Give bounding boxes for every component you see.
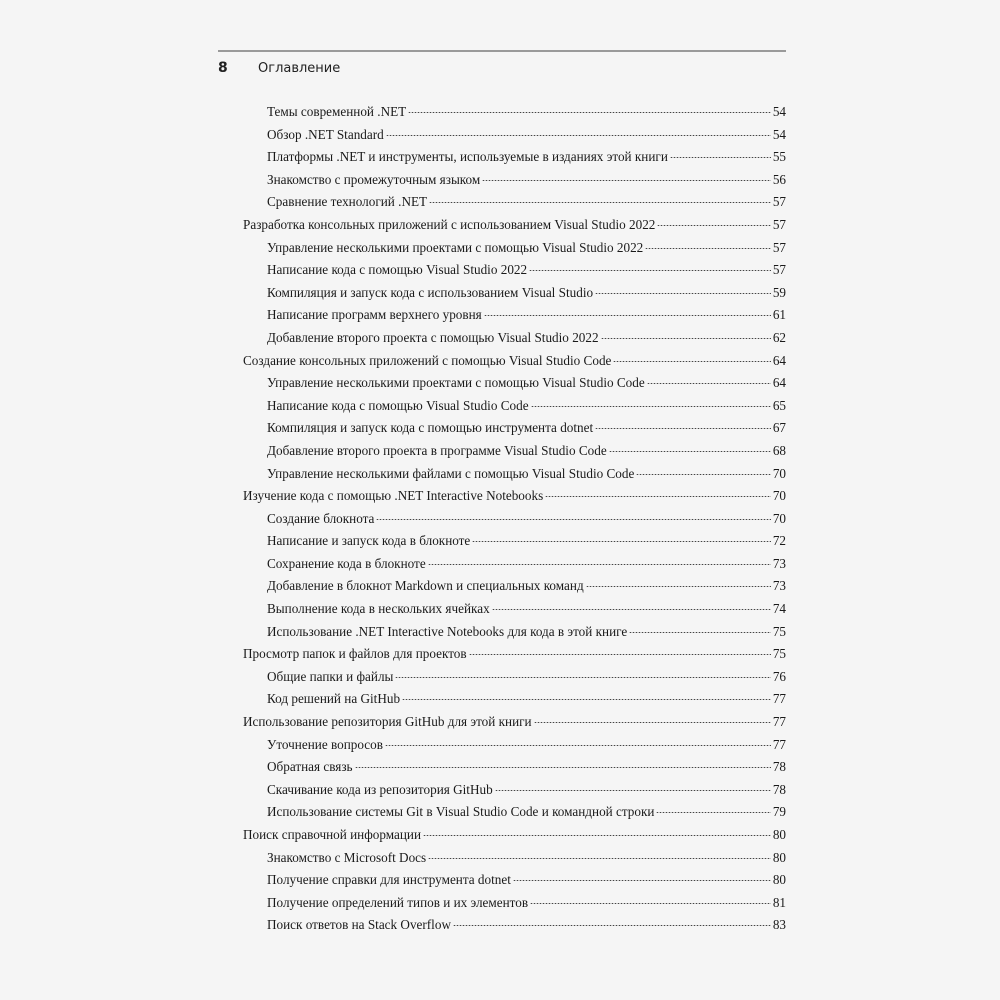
toc-entry-page: 70 — [772, 510, 786, 526]
toc-entry-page: 64 — [772, 352, 786, 368]
dot-leader — [613, 361, 770, 362]
toc-subsection-entry — [243, 734, 786, 757]
dot-leader — [645, 248, 771, 249]
toc-subsection-entry — [243, 327, 786, 350]
dot-leader — [482, 180, 771, 181]
dot-leader — [601, 338, 771, 339]
toc-entry-title: Поиск справочной информации — [243, 827, 422, 842]
toc-entry-title: Разработка консольных приложений с использованием Visual Studio 2022 — [243, 216, 656, 232]
dot-leader — [484, 315, 771, 316]
toc-entry-page: 57 — [772, 194, 786, 210]
toc-subsection-entry — [243, 304, 786, 327]
toc-entry-title: Добавление второго проекта с помощью Visual Studio 2022 — [267, 329, 599, 345]
toc-entry-page: 76 — [772, 668, 786, 684]
toc-entry-title: Получение справки для инструмента dotnet — [267, 872, 511, 888]
dot-leader — [531, 406, 771, 407]
toc-subsection-entry — [243, 598, 786, 621]
toc-entry-title: Использование системы Git в Visual Studio Code и командной строки — [267, 804, 655, 820]
toc-entry-title: Компиляция и запуск кода с использованием Visual Studio — [267, 284, 594, 300]
toc-entry-title: Использование .NET Interactive Notebooks для кода в этой книге — [267, 623, 628, 639]
toc-subsection-entry — [243, 508, 786, 531]
toc-subsection-entry — [243, 553, 786, 576]
toc-subsection-entry — [243, 575, 786, 598]
toc-subsection-entry — [243, 124, 786, 147]
dot-leader — [402, 699, 771, 700]
toc-subsection-entry — [243, 801, 786, 824]
dot-leader — [513, 880, 771, 881]
dot-leader — [423, 835, 771, 836]
toc-entry-title: Написание кода с помощью Visual Studio 2022 — [267, 262, 528, 278]
toc-subsection-entry — [243, 282, 786, 305]
toc-entry-page: 70 — [772, 465, 786, 481]
toc-entry-title: Написание программ верхнего уровня — [267, 307, 482, 323]
toc-subsection-entry — [243, 417, 786, 440]
dot-leader — [670, 157, 771, 158]
dot-leader — [453, 925, 771, 926]
dot-leader — [545, 496, 771, 497]
toc-subsection-entry — [243, 688, 786, 711]
toc-entry-title: Знакомство с Microsoft Docs — [267, 849, 427, 865]
toc-entry-title: Управление несколькими проектами с помощью Visual Studio Code — [267, 375, 645, 391]
dot-leader — [428, 564, 771, 565]
toc-entry-page: 57 — [772, 262, 786, 278]
dot-leader — [657, 225, 770, 226]
toc-entry-page: 67 — [772, 420, 786, 436]
toc-subsection-entry — [243, 463, 786, 486]
toc-entry-title: Добавление в блокнот Markdown и специальных команд — [267, 578, 584, 594]
dot-leader — [609, 451, 771, 452]
toc-subsection-entry — [243, 756, 786, 779]
toc-entry-page: 77 — [772, 691, 786, 707]
toc-entry-page: 81 — [772, 894, 786, 910]
toc-entry-title: Скачивание кода из репозитория GitHub — [267, 781, 493, 797]
dot-leader — [534, 722, 771, 723]
toc-entry-page: 74 — [772, 601, 786, 617]
toc-section-entry — [243, 824, 786, 847]
dot-leader — [395, 677, 770, 678]
toc-entry-page: 54 — [772, 104, 786, 119]
toc-entry-page: 80 — [772, 827, 786, 842]
dot-leader — [495, 790, 771, 791]
toc-entry-page: 80 — [772, 849, 786, 865]
toc-entry-title: Платформы .NET и инструменты, используемые в изданиях этой книги — [267, 149, 668, 165]
dot-leader — [376, 519, 770, 520]
toc-entry-page: 59 — [772, 284, 786, 300]
table-of-contents — [243, 101, 786, 937]
running-title: Оглавление — [258, 61, 341, 76]
toc-subsection-entry — [243, 395, 786, 418]
toc-entry-title: Управление несколькими файлами с помощью Visual Studio Code — [267, 465, 635, 481]
toc-entry-page: 77 — [772, 736, 786, 752]
toc-entry-title: Получение определений типов и их элементов — [267, 894, 529, 910]
toc-entry-page: 78 — [772, 759, 786, 775]
toc-entry-title: Добавление второго проекта в программе Visual Studio Code — [267, 442, 607, 458]
dot-leader — [530, 903, 771, 904]
toc-entry-page: 72 — [772, 533, 786, 549]
toc-subsection-entry — [243, 191, 786, 214]
toc-entry-title: Создание консольных приложений с помощью Visual Studio Code — [243, 352, 612, 368]
toc-entry-title: Написание кода с помощью Visual Studio Code — [267, 397, 529, 413]
toc-entry-title: Просмотр папок и файлов для проектов — [243, 646, 467, 662]
toc-subsection-entry — [243, 914, 786, 937]
toc-subsection-entry — [243, 847, 786, 870]
toc-entry-title: Темы современной .NET — [267, 104, 407, 119]
dot-leader — [408, 112, 771, 113]
toc-subsection-entry — [243, 146, 786, 169]
dot-leader — [492, 609, 771, 610]
toc-entry-page: 62 — [772, 329, 786, 345]
toc-entry-title: Сохранение кода в блокноте — [267, 555, 426, 571]
toc-entry-page: 80 — [772, 872, 786, 888]
toc-entry-title: Компиляция и запуск кода с помощью инструмента dotnet — [267, 420, 594, 436]
toc-entry-page: 55 — [772, 149, 786, 165]
toc-subsection-entry — [243, 530, 786, 553]
toc-subsection-entry — [243, 892, 786, 915]
toc-entry-page: 79 — [772, 804, 786, 820]
toc-subsection-entry — [243, 779, 786, 802]
toc-entry-page: 61 — [772, 307, 786, 323]
toc-entry-title: Использование репозитория GitHub для этой книги — [243, 714, 532, 730]
toc-entry-page: 83 — [772, 917, 786, 933]
dot-leader — [428, 858, 771, 859]
dot-leader — [429, 202, 771, 203]
toc-subsection-entry — [243, 440, 786, 463]
toc-entry-page: 70 — [772, 488, 786, 504]
dot-leader — [586, 586, 771, 587]
dot-leader — [386, 135, 771, 136]
toc-subsection-entry — [243, 666, 786, 689]
toc-subsection-entry — [243, 621, 786, 644]
toc-subsection-entry — [243, 869, 786, 892]
toc-entry-title: Обзор .NET Standard — [267, 126, 384, 142]
toc-entry-page: 73 — [772, 578, 786, 594]
toc-section-entry — [243, 711, 786, 734]
dot-leader — [647, 383, 771, 384]
toc-subsection-entry — [243, 237, 786, 260]
toc-entry-page: 78 — [772, 781, 786, 797]
dot-leader — [629, 632, 771, 633]
toc-entry-page: 73 — [772, 555, 786, 571]
toc-entry-title: Управление несколькими проектами с помощью Visual Studio 2022 — [267, 239, 644, 255]
dot-leader — [469, 654, 771, 655]
toc-entry-page: 64 — [772, 375, 786, 391]
toc-entry-title: Код решений на GitHub — [267, 691, 401, 707]
dot-leader — [385, 745, 771, 746]
toc-section-entry — [243, 643, 786, 666]
toc-entry-page: 65 — [772, 397, 786, 413]
toc-subsection-entry — [243, 259, 786, 282]
dot-leader — [529, 270, 771, 271]
toc-entry-title: Общие папки и файлы — [267, 668, 394, 684]
toc-entry-title: Уточнение вопросов — [267, 736, 383, 752]
toc-section-entry — [243, 350, 786, 373]
toc-entry-title: Знакомство с промежуточным языком — [267, 171, 481, 187]
toc-entry-title: Изучение кода с помощью .NET Interactive Notebooks — [243, 488, 544, 504]
toc-subsection-entry — [243, 101, 786, 124]
toc-entry-page: 77 — [772, 714, 786, 730]
page-number: 8 — [218, 60, 228, 76]
toc-entry-page: 75 — [772, 646, 786, 662]
toc-section-entry — [243, 214, 786, 237]
dot-leader — [595, 428, 771, 429]
dot-leader — [656, 812, 770, 813]
toc-entry-page: 57 — [772, 216, 786, 232]
toc-subsection-entry — [243, 372, 786, 395]
running-header — [218, 50, 786, 80]
toc-entry-title: Поиск ответов на Stack Overflow — [267, 917, 451, 933]
dot-leader — [355, 767, 771, 768]
toc-entry-title: Выполнение кода в нескольких ячейках — [267, 601, 490, 617]
toc-entry-page: 68 — [772, 442, 786, 458]
toc-entry-title: Сравнение технологий .NET — [267, 194, 428, 210]
dot-leader — [636, 474, 770, 475]
toc-entry-title: Создание блокнота — [267, 510, 375, 526]
toc-section-entry — [243, 485, 786, 508]
dot-leader — [595, 293, 771, 294]
toc-entry-page: 54 — [772, 126, 786, 142]
toc-entry-title: Обратная связь — [267, 759, 353, 775]
toc-entry-page: 56 — [772, 171, 786, 187]
toc-entry-title: Написание и запуск кода в блокноте — [267, 533, 471, 549]
toc-subsection-entry — [243, 169, 786, 192]
toc-entry-page: 75 — [772, 623, 786, 639]
dot-leader — [472, 541, 771, 542]
toc-entry-page: 57 — [772, 239, 786, 255]
